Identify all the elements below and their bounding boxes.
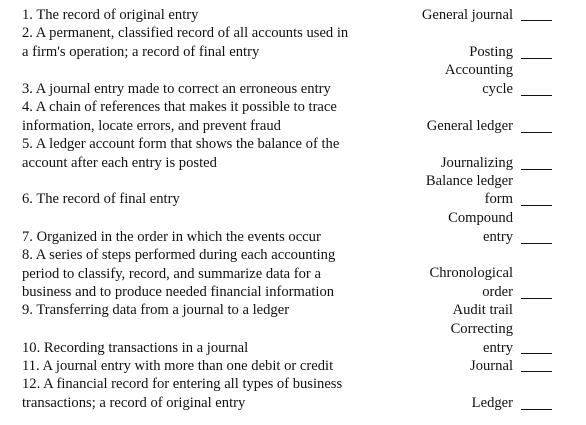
definition-8-line-3: business and to produce needed financial information — [22, 284, 335, 300]
answer-blank-correcting-entry[interactable] — [521, 353, 552, 354]
term-chronological-order-1: Chronological — [429, 265, 513, 281]
definition-7-line-1: 7. Organized in the order in which the events occur — [22, 229, 321, 245]
definition-5-line-1: 5. A ledger account form that shows the balance of the — [22, 136, 340, 152]
term-compound-entry-1: Compound — [448, 210, 513, 226]
definition-10-line-1: 10. Recording transactions in a journal — [22, 340, 249, 356]
answer-blank-general-ledger[interactable] — [521, 132, 552, 133]
definition-11-line-1: 11. A journal entry with more than one debit or credit — [22, 358, 334, 374]
definition-4-line-2: information, locate errors, and prevent fraud — [22, 118, 281, 134]
definition-9-line-1: 9. Transferring data from a journal to a ledger — [22, 302, 290, 318]
definition-2-line-2: a firm's operation; a record of final entry — [22, 44, 260, 60]
answer-blank-balance-ledger-form[interactable] — [521, 205, 552, 206]
definition-4-line-1: 4. A chain of references that makes it possible to trace — [22, 99, 337, 115]
term-general-journal: General journal — [421, 7, 513, 23]
term-journalizing: Journalizing — [440, 155, 513, 171]
term-correcting-entry-2: entry — [483, 340, 513, 356]
definition-8-line-1: 8. A series of steps performed during each accounting — [22, 247, 336, 263]
term-journal: Journal — [470, 358, 513, 374]
term-chronological-order-2: order — [482, 284, 513, 300]
answer-blank-journalizing[interactable] — [521, 169, 552, 170]
definition-2-line-1: 2. A permanent, classified record of all accounts used in — [22, 25, 349, 41]
answer-blank-general-journal[interactable] — [521, 20, 552, 21]
answer-blank-ledger[interactable] — [521, 409, 552, 410]
answer-blank-posting[interactable] — [521, 58, 552, 59]
answer-blank-journal[interactable] — [521, 371, 552, 372]
term-general-ledger: General ledger — [426, 118, 513, 134]
definition-3-line-1: 3. A journal entry made to correct an erroneous entry — [22, 81, 331, 97]
term-balance-ledger-form-2: form — [484, 191, 513, 207]
term-audit-trail: Audit trail — [452, 302, 513, 318]
term-balance-ledger-form-1: Balance ledger — [425, 173, 513, 189]
term-ledger: Ledger — [471, 395, 513, 411]
definition-8-line-2: period to classify, record, and summarize data for a — [22, 266, 321, 282]
definition-1-line-1: 1. The record of original entry — [22, 7, 199, 23]
term-accounting-cycle-2: cycle — [482, 81, 513, 97]
answer-blank-accounting-cycle[interactable] — [521, 95, 552, 96]
term-posting: Posting — [469, 44, 513, 60]
definition-12-line-2: transactions; a record of original entry — [22, 395, 246, 411]
term-accounting-cycle-1: Accounting — [444, 62, 513, 78]
answer-blank-chronological-order[interactable] — [521, 298, 552, 299]
answer-blank-compound-entry[interactable] — [521, 243, 552, 244]
term-compound-entry-2: entry — [483, 229, 513, 245]
definition-12-line-1: 12. A financial record for entering all types of business — [22, 376, 343, 392]
definition-6-line-1: 6. The record of final entry — [22, 191, 180, 207]
definition-5-line-2: account after each entry is posted — [22, 155, 217, 171]
term-correcting-entry-1: Correcting — [450, 321, 513, 337]
